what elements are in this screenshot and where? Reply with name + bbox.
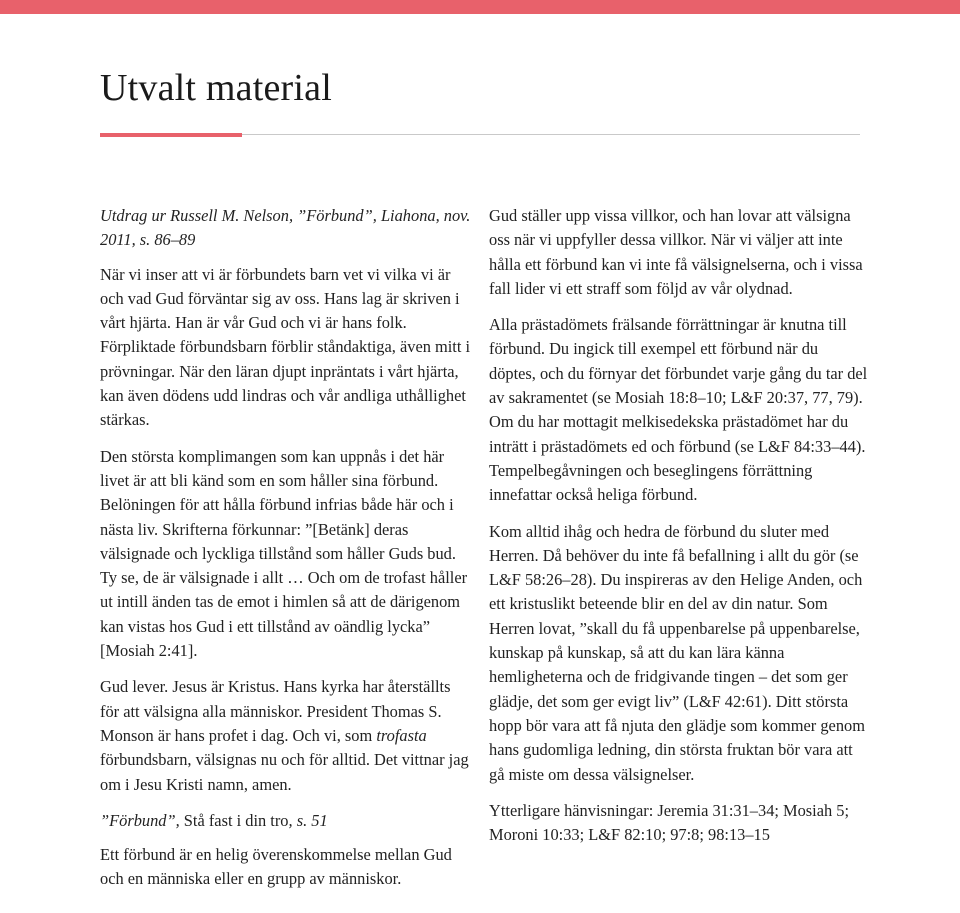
paragraph-remember-covenants: Kom alltid ihåg och hedra de förbund du sluter med Herren. Då behöver du inte få befallning i allt du gör (se L&F 58:26–28). Du inspireras av den Helige Anden, och ett kristuslikt beteende blir en del av din natur. Som Herren lovat, ”skall du få uppenbarelse på uppenbarelse, kunskap på kunskap, så att du kan lära känna hemligheterna och de fridgivande tingen – det som ger glädje, det som ger evigt liv” (L&F 42:61). Ditt största hopp bör vara att få njuta den glädje som kommer genom hans gudomliga ledning, din största fruktan bör vara att gå miste om dessa välsignelser. bbox=[489, 521, 865, 784]
paragraph-additional-references: Ytterligare hänvisningar: Jeremia 31:31–34; Mosiah 5; Moroni 10:33; L&F 82:10; 97:8; 98:13–15 bbox=[489, 800, 850, 845]
paragraph-ordinances: Alla prästadömets frälsande förrättningar är knutna till förbund. Du ingick till exempel ett förbund när du döptes, och du förnyar det förbundet varje gång du tar del av sakramentet (se Mosiah 18:8–10; L&F 20:37, 77, 79). Om du har mottagit melkisedekska prästadömet har du inträtt i prästadömets ed och förbund (se L&F 84:33–44). Tempelbegåvningen och beseglingens förrättning innefattar också heliga förbund. bbox=[489, 315, 868, 505]
testimony-text-a: Gud lever. Jesus är Kristus. Hans kyrka har återställts för att välsigna alla människor. President Thomas S. Monson är hans profet i dag. Och vi, som bbox=[100, 677, 451, 745]
left-column bbox=[100, 204, 472, 904]
paragraph-covenant-definition: Ett förbund är en helig överenskommelse mellan Gud och en människa eller en grupp av människor. bbox=[100, 845, 452, 889]
paragraph-testimony bbox=[100, 675, 472, 796]
citation-true-to-the-faith bbox=[100, 809, 472, 833]
page-title: Utvalt material bbox=[100, 67, 332, 109]
citation2-title: ”Förbund”, bbox=[100, 810, 184, 830]
top-accent-band bbox=[0, 0, 960, 14]
testimony-text-b: förbundsbarn, välsignas nu och för alltid. Det vittnar jag om i Jesu Kristi namn, amen. bbox=[100, 750, 469, 794]
right-column bbox=[489, 204, 869, 859]
citation-nelson: Utdrag ur Russell M. Nelson, ”Förbund”, Liahona, nov. 2011, s. 86–89 bbox=[100, 206, 471, 250]
title-accent-bar bbox=[100, 133, 242, 137]
paragraph-greatest-compliment: Den största komplimangen som kan uppnås i det här livet är att bli känd som en som håller sina förbund. Belöningen för att hålla förbund infrias både här och i nästa liv. Skrifterna förkunnar: ”[Betänk] deras välsignade och lyckliga tillstånd som håller Guds bud. Ty se, de är välsignade i allt … Och om de trofast håller ut intill änden tas de emot i himlen så att de därigenom kan vistas hos Gud i ett tillstånd av oändlig lycka” [Mosiah 2:41]. bbox=[100, 446, 468, 661]
testimony-emphasis: trofasta bbox=[376, 725, 427, 745]
paragraph-conditions: Gud ställer upp vissa villkor, och han lovar att välsigna oss när vi uppfyller dessa villkor. När vi väljer att inte hålla ett förbund kan vi inte få välsignelserna, och i vissa fall lider vi ett straff som följd av vår olydnad. bbox=[489, 206, 863, 298]
citation2-page: , s. 51 bbox=[288, 810, 328, 830]
paragraph-covenant-children: När vi inser att vi är förbundets barn vet vi vilka vi är och vad Gud förväntar sig av oss. Hans lag är skriven i vårt hjärta. Han är vår Gud och vi är hans folk. Förpliktade förbundsbarn förblir ståndaktiga, även mitt i prövningar. När den läran djupt inpräntats i vårt hjärta, kan även dödens udd lindras och vår andliga uthållighet stärkas. bbox=[100, 264, 471, 430]
citation2-book: Stå fast i din tro bbox=[183, 810, 289, 830]
